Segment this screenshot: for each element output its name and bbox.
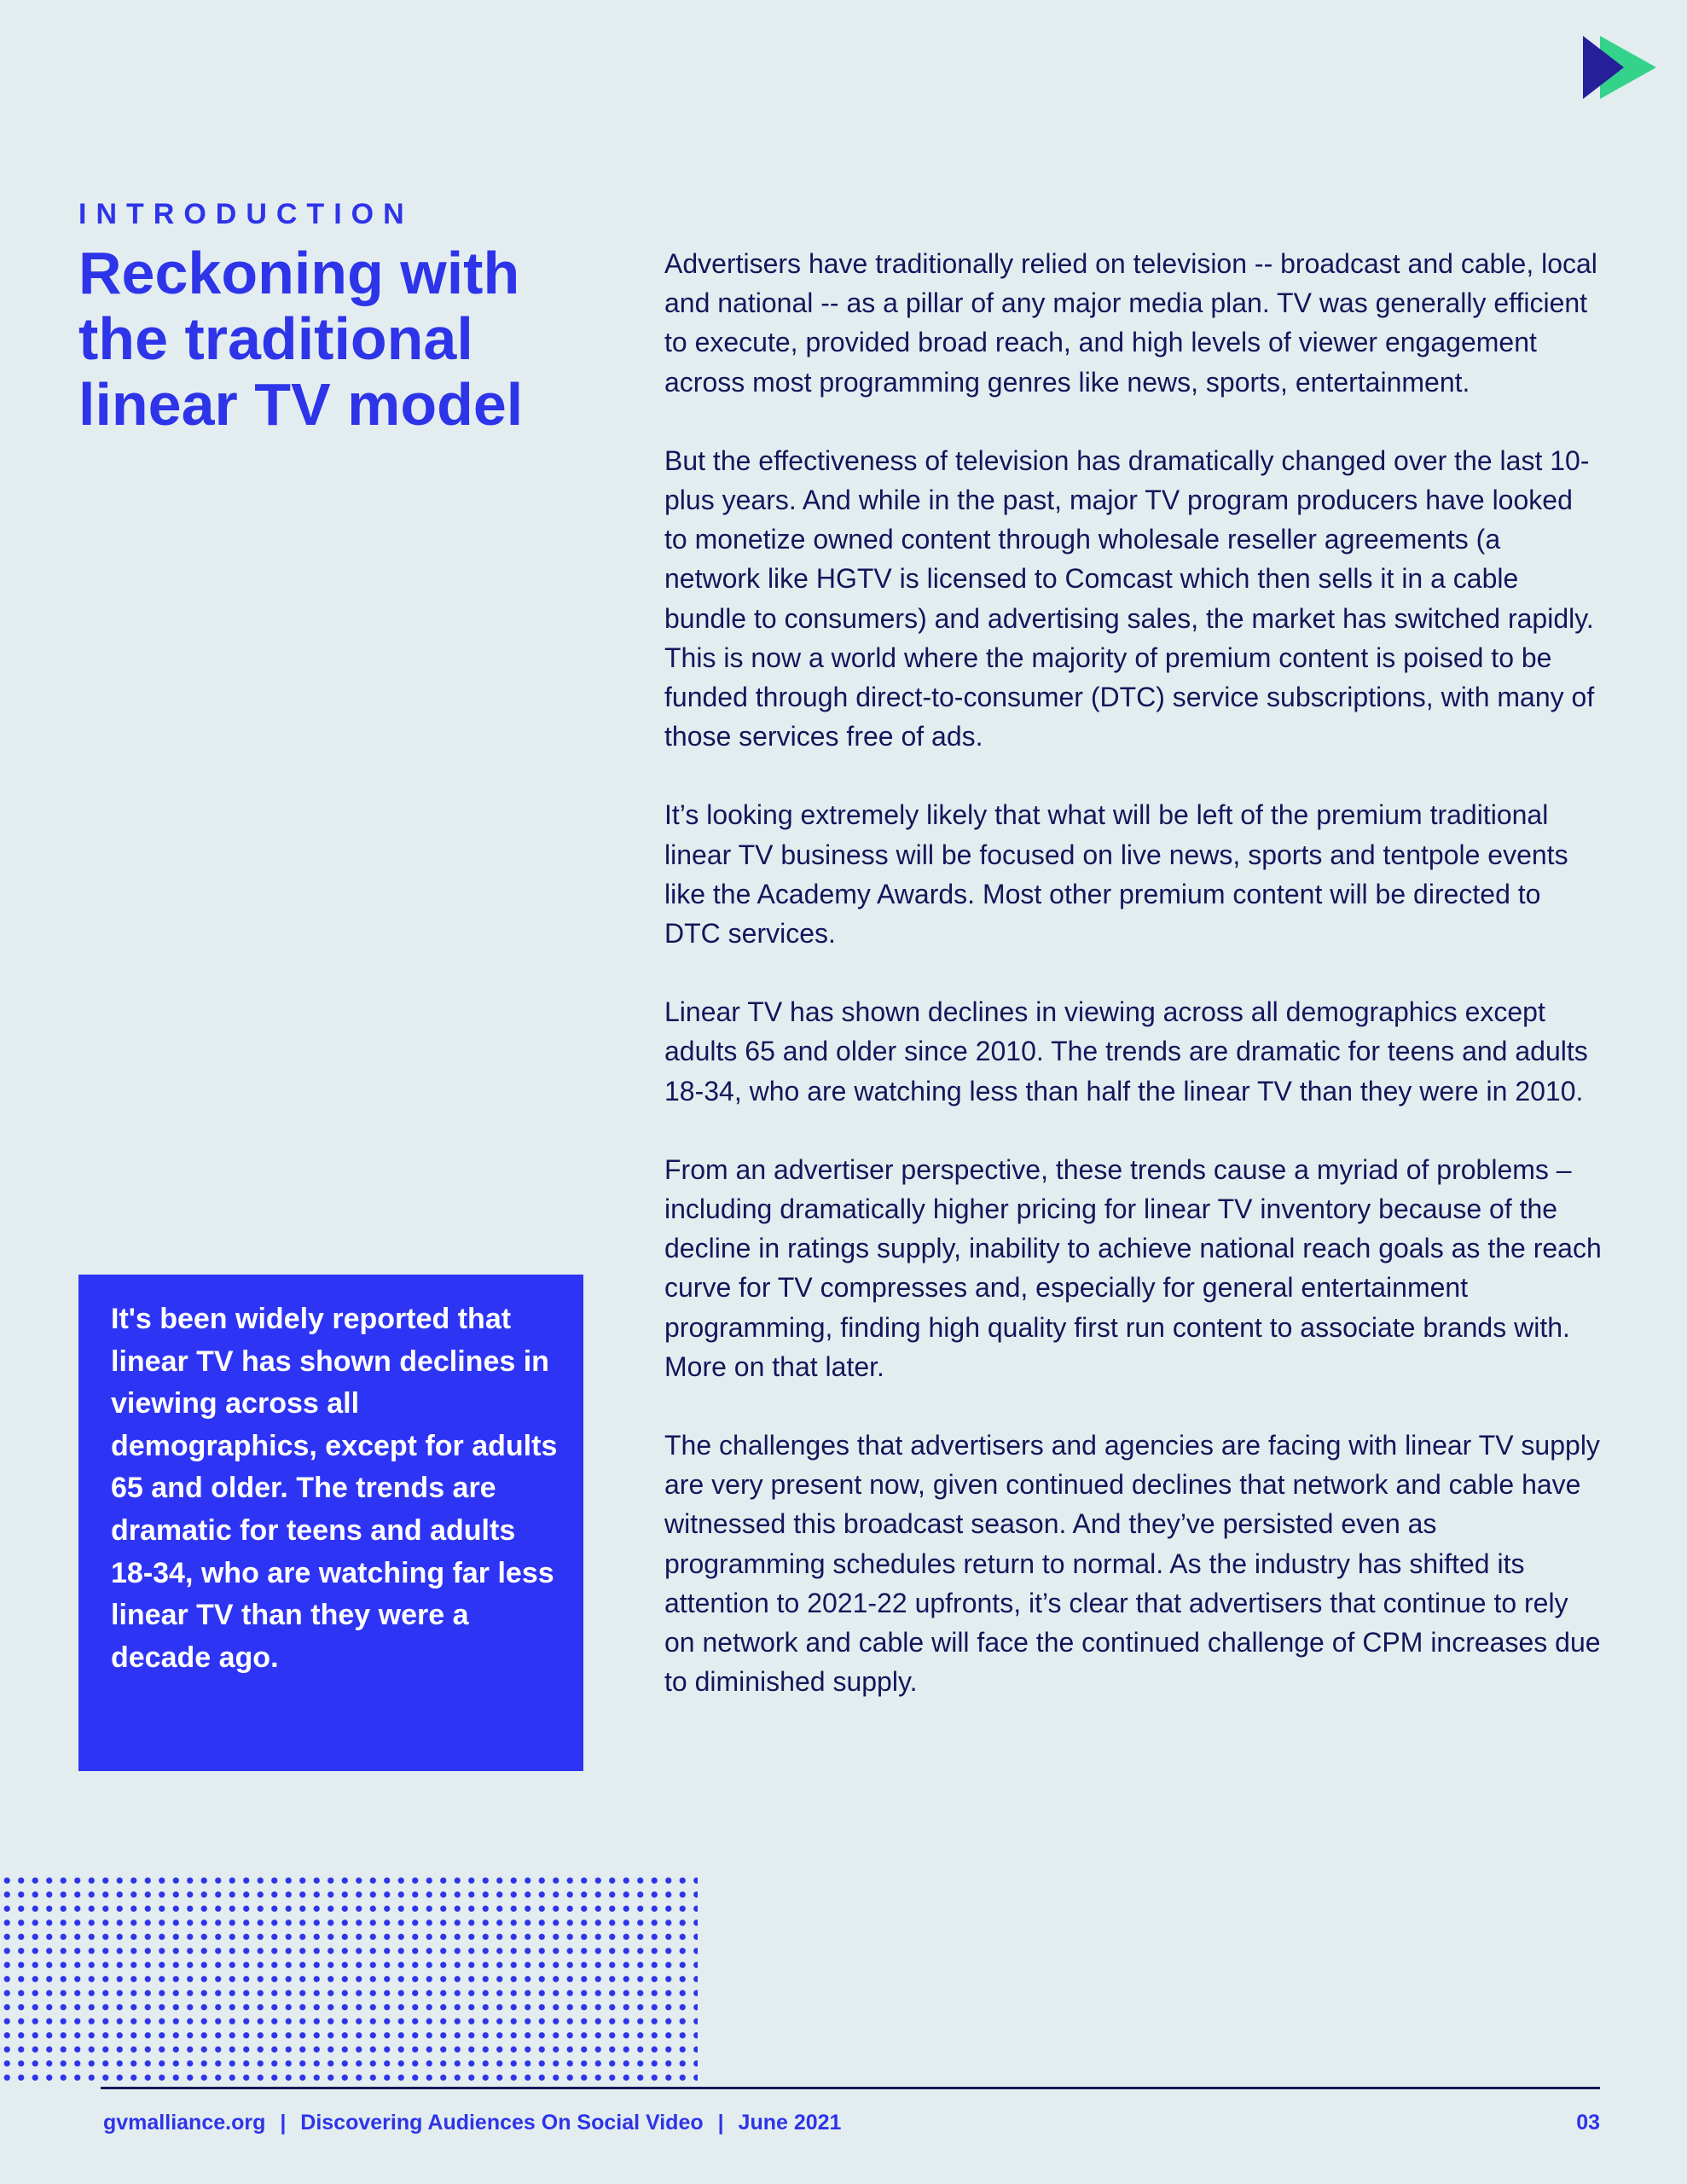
footer-separator: | [717,2111,724,2135]
body-paragraph: But the effectiveness of television has dramatically changed over the last 10-plus years. And while in the past, major TV program producers have looked to monetize owned content through wholesale reseller agreements (a network like HGTV is licensed to Comcast which then sells it in a cable bundle to consumers) and advertising sales, the market has switched rapidly. This is now a world where the majority of premium content is poised to be funded through direct-to-consumer (DTC) service subscriptions, with many of those services free of ads. [664,444,1595,752]
play-arrow-logo-icon [1583,36,1656,99]
footer-date: June 2021 [738,2111,842,2135]
body-paragraph: It’s looking extremely likely that what will be left of the premium traditional linear TV business will be focused on live news, sports and tentpole events like the Academy Awards. Most other premium content will be directed to DTC services. [664,799,1568,950]
pull-quote-callout [78,1275,583,1771]
footer-divider [101,2087,1600,2089]
footer-report-title: Discovering Audiences On Social Video [300,2111,704,2135]
body-text [664,244,1603,1741]
section-label: INTRODUCTION [78,198,414,230]
body-paragraph: Linear TV has shown declines in viewing across all demographics except adults 65 and older since 2010. The trends are dramatic for teens and adults 18-34, who are watching less than half the linear TV than they were in 2010. [664,996,1588,1107]
callout-text: It's been widely reported that linear TV has shown declines in viewing across all demographics, except for adults 65 and older. The trends are dramatic for teens and adults 18-34, who are watching far less linear TV than they were a decade ago. [111,1303,558,1674]
page-title: Reckoning with the traditional linear TV model [78,240,524,438]
footer-site-link[interactable]: gvmalliance.org [103,2111,266,2135]
body-paragraph: From an advertiser perspective, these trends cause a myriad of problems – including dramatically higher pricing for linear TV inventory because of the decline in ratings supply, inability to achieve national reach goals as the reach curve for TV compresses and, especially for general entertainment programming, finding high quality first run content to associate brands with. More on that later. [664,1153,1602,1382]
footer-separator: | [280,2111,287,2135]
footer [103,2111,841,2135]
page-number: 03 [1576,2111,1600,2135]
body-paragraph: The challenges that advertisers and agencies are facing with linear TV supply are very present now, given continued declines that network and cable have witnessed this broadcast season. And they’ve persisted even as programming schedules return to normal. As the industry has shifted its attention to 2021-22 upfronts, it’s clear that advertisers that continue to rely on network and cable will face the continued challenge of CPM increases due to diminished supply. [664,1430,1601,1698]
decorative-dot-grid [0,1873,698,2085]
body-paragraph: Advertisers have traditionally relied on television -- broadcast and cable, local and national -- as a pillar of any major media plan. TV was generally efficient to execute, provided broad reach, and high levels of viewer engagement across most programming genres like news, sports, entertainment. [664,248,1597,398]
